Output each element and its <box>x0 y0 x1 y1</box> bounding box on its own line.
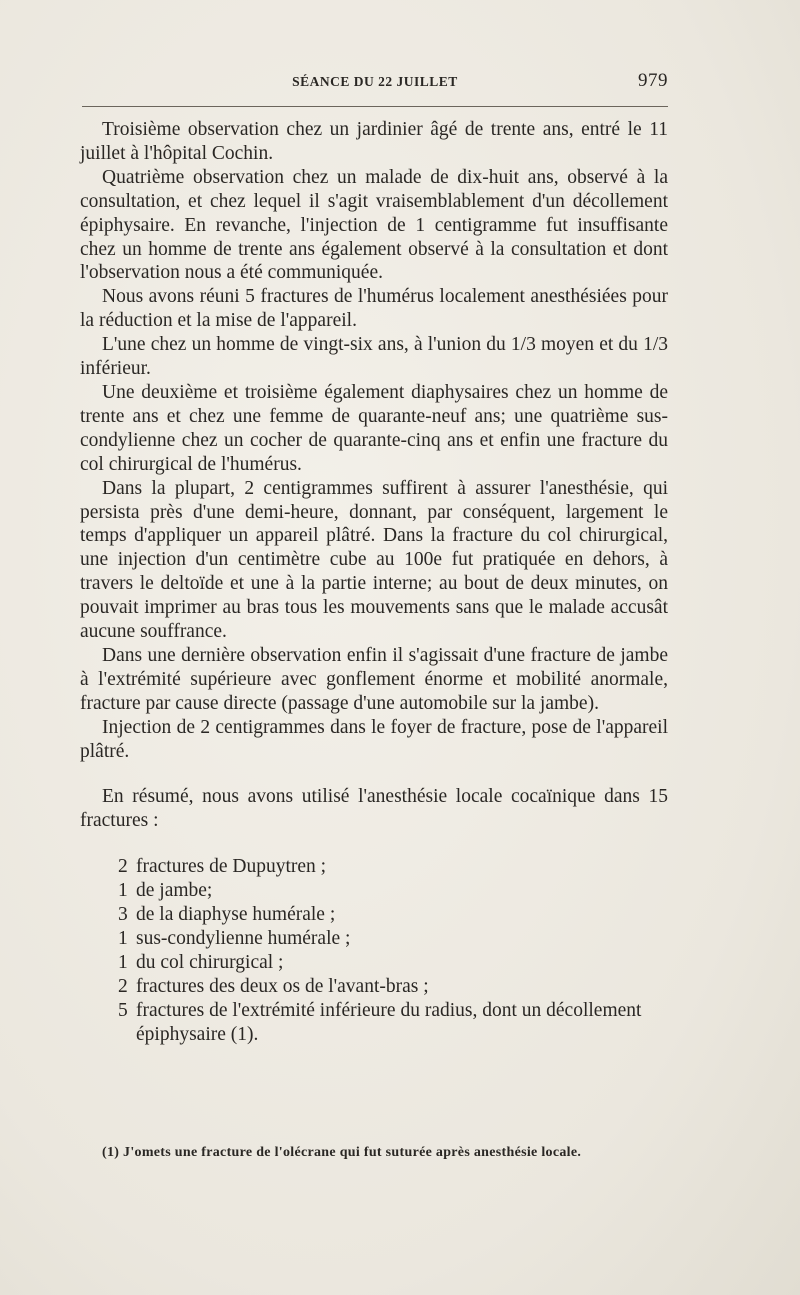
list-text: fractures de l'extrémité inférieure du radius, dont un décollement épiphysaire (1). <box>136 999 642 1045</box>
paragraph: Troisième observation chez un jardinier âgé de trente ans, entré le 11 juillet à l'hôpital Cochin. <box>80 119 668 164</box>
summary-paragraph: En résumé, nous avons utilisé l'anesthésie locale cocaïnique dans 15 fractures : <box>80 786 668 832</box>
paragraph: Une deuxième et troisième également diaphysaires chez un homme de trente ans et chez une femme de quarante-neuf ans; une quatrième sus-condylienne chez un cocher de quarante-cinq ans et enfin une fracture du col chirurgical de l'humérus. <box>80 381 668 475</box>
list-count: 1 <box>118 880 128 902</box>
list-item <box>80 879 668 903</box>
body-text <box>80 118 668 1047</box>
paragraph: Injection de 2 centigrammes dans le foyer de fracture, pose de l'appareil plâtré. <box>80 716 668 762</box>
paragraph: Dans la plupart, 2 centigrammes suffirent à assurer l'anesthésie, qui persista près d'une demi-heure, donnant, par conséquent, largement le temps d'appliquer un appareil plâtré. Dans la fracture du col chirurgical, une injection d'un centimètre cube au 100e fut pratiquée en dehors, à travers le deltoïde et une à la partie interne; au bout de deux minutes, on pouvait imprimer au bras tous les mouvements sans que le malade accusât aucune souffrance. <box>80 477 668 643</box>
list-text: du col chirurgical ; <box>136 951 284 973</box>
paragraph: Dans une dernière observation enfin il s'agissait d'une fracture de jambe à l'extrémité supérieure avec gonflement énorme et mobilité anormale, fracture par cause directe (passage d'une automobile sur la jambe). <box>80 644 668 714</box>
running-header <box>82 70 668 94</box>
fracture-list <box>80 855 668 1046</box>
list-count: 2 <box>118 856 128 878</box>
page-number: 979 <box>638 70 668 91</box>
list-count: 1 <box>118 928 128 949</box>
paragraph: L'une chez un homme de vingt-six ans, à l'union du 1/3 moyen et du 1/3 inférieur. <box>80 334 668 380</box>
list-count: 3 <box>118 904 128 926</box>
list-text: sus-condylienne humérale ; <box>136 928 351 949</box>
running-title: SÉANCE DU 22 JUILLET <box>292 74 458 89</box>
list-item <box>80 951 668 975</box>
list-item <box>80 975 668 999</box>
paragraph: Nous avons réuni 5 fractures de l'humérus localement anesthésiées pour la réduction et la mise de l'appareil. <box>80 286 668 332</box>
list-item <box>80 855 668 879</box>
list-item <box>80 903 668 927</box>
list-item <box>80 927 668 951</box>
footnote: (1) J'omets une fracture de l'olécrane qui fut suturée après anesthésie locale. <box>102 1145 582 1160</box>
list-text: fractures des deux os de l'avant-bras ; <box>136 975 429 997</box>
header-rule <box>82 106 668 107</box>
list-item <box>80 999 668 1047</box>
list-count: 1 <box>118 951 128 973</box>
list-text: de jambe; <box>136 880 213 902</box>
list-count: 2 <box>118 975 128 997</box>
paragraph: Quatrième observation chez un malade de dix-huit ans, observé à la consultation, et chez lequel il s'agit vraisemblablement d'un décollement épiphysaire. En revanche, l'injection de 1 centigramme fut insuffisante chez un homme de trente ans également observé à la consultation et dont l'observation nous a été communiquée. <box>80 166 668 284</box>
list-count: 5 <box>118 999 128 1021</box>
list-text: fractures de Dupuytren ; <box>136 856 327 878</box>
list-text: de la diaphyse humérale ; <box>136 904 336 926</box>
